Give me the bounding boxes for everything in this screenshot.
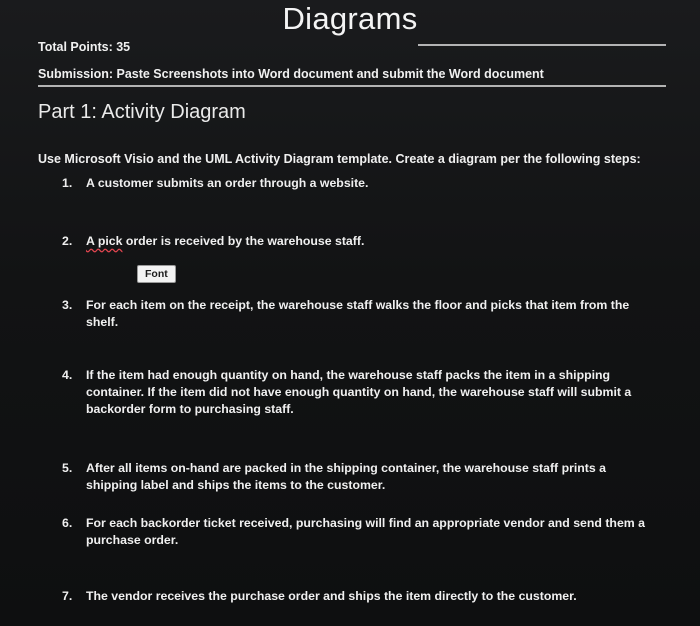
step-number: 6. (62, 516, 73, 530)
step-number: 2. (62, 234, 73, 248)
step-text: After all items on-hand are packed in the shipping container, the warehouse staff prints a shipping label and ships the items to the customer. (86, 461, 606, 492)
total-points: Total Points: 35 (38, 40, 131, 54)
step-text: The vendor receives the purchase order and ships the item directly to the customer. (86, 589, 577, 603)
step-text: If the item had enough quantity on hand, the warehouse staff packs the item in a shipping container. If the item did not have enough quantity on hand, the warehouse staff will submit a backorder form to purchasing staff. (86, 368, 632, 416)
step-text: For each item on the receipt, the warehouse staff walks the floor and picks that item from the shelf. (86, 298, 630, 329)
step-number: 4. (62, 368, 73, 382)
step-number: 3. (62, 298, 73, 312)
submission-instructions: Submission: Paste Screenshots into Word document and submit the Word document (38, 67, 544, 81)
header-rule (38, 85, 666, 87)
step-6 (62, 515, 652, 549)
step-2 (62, 233, 652, 250)
step-text (86, 233, 652, 250)
step-number: 1. (62, 176, 73, 190)
step-text-rest: order is received by the warehouse staff. (122, 234, 365, 248)
step-number: 7. (62, 589, 73, 603)
part-heading: Part 1: Activity Diagram (38, 101, 246, 123)
document-title: Diagrams (282, 1, 418, 36)
step-text: For each backorder ticket received, purchasing will find an appropriate vendor and send them a purchase order. (86, 516, 645, 547)
step-4 (62, 367, 652, 418)
spellcheck-underlined-text[interactable]: A pick (86, 234, 123, 248)
step-number: 5. (62, 461, 73, 475)
title-rule (418, 44, 666, 46)
step-text: A customer submits an order through a website. (86, 176, 369, 190)
intro-text: Use Microsoft Visio and the UML Activity Diagram template. Create a diagram per the following steps: (38, 152, 641, 166)
font-tooltip: Font (137, 265, 176, 283)
step-7 (62, 588, 652, 605)
step-5 (62, 460, 652, 494)
step-1 (62, 175, 652, 192)
step-3 (62, 297, 652, 331)
